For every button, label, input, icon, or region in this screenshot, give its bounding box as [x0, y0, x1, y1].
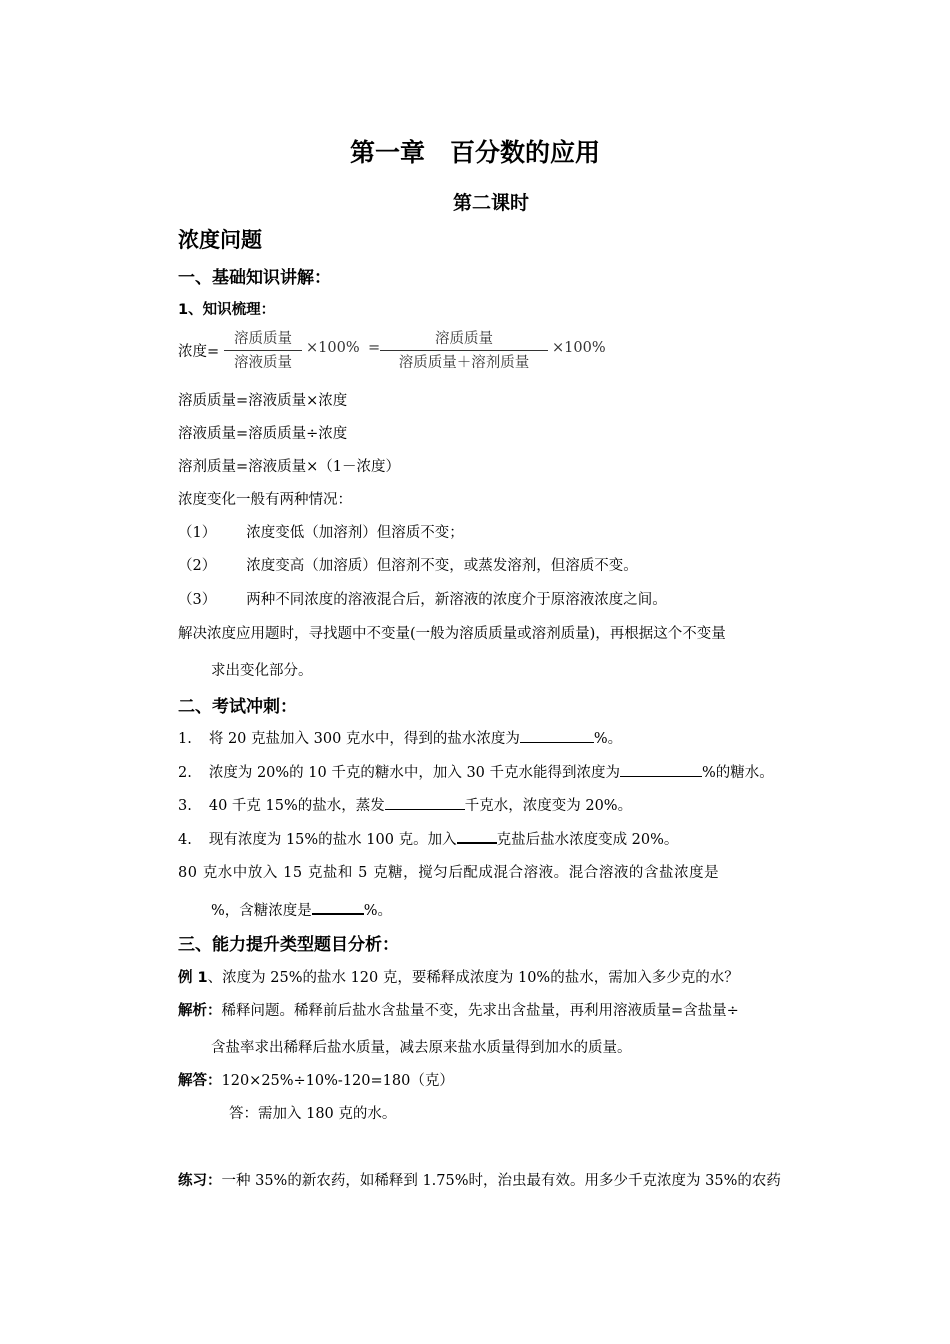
solvent-mass-line: 溶剂质量=溶液质量×（1－浓度）: [178, 459, 401, 475]
question-text: 现有浓度为 15%的盐水 100 克。加入: [208, 832, 457, 848]
case-number: （1）: [178, 525, 217, 541]
question-text-end: %的糖水。: [702, 765, 774, 781]
fraction-2-numerator: 溶质质量: [435, 331, 493, 347]
solution-mass-line: 溶液质量=溶质质量÷浓度: [178, 426, 348, 442]
formula-times-100-b: ×100%: [552, 340, 606, 356]
answer-blank[interactable]: [520, 728, 594, 743]
section3-heading: 三、能力提升类型题目分析：: [178, 935, 399, 955]
answer-blank[interactable]: [620, 762, 702, 777]
question-text: 浓度为 20%的 10 千克的糖水中，加入 30 千克水能得到浓度为: [208, 765, 621, 781]
section1-subheading: 1、知识梳理：: [178, 302, 276, 318]
fraction-2-denominator: 溶质质量＋溶剂质量: [398, 355, 530, 371]
answer-label: 解答：: [178, 1073, 222, 1089]
question-number: 2.: [178, 765, 192, 781]
question-number: 4.: [178, 832, 192, 848]
example-text: 、浓度为 25%的盐水 120 克，要稀释成浓度为 10%的盐水，需加入多少克的水？: [207, 970, 739, 986]
question-text-end: %。: [363, 903, 393, 919]
page-title: 第一章 百分数的应用: [349, 138, 600, 167]
case-number: （3）: [178, 592, 217, 608]
question-text: 将 20 克盐加入 300 克水中，得到的盐水浓度为: [208, 731, 520, 747]
case-number: （2）: [178, 558, 217, 574]
change-cases-intro: 浓度变化一般有两种情况：: [178, 492, 352, 508]
formula-fraction-1: [224, 328, 302, 373]
practice-text: 一种 35%的新农药，如稀释到 1.75%时，治虫最有效。用多少千克浓度为 35%的农药: [221, 1173, 781, 1189]
lesson-subtitle: 第二课时: [452, 192, 529, 214]
formula-fraction-2: [380, 328, 548, 373]
solute-mass-line: 溶质质量=溶液质量×浓度: [178, 393, 348, 409]
question-text-end: 克盐后盐水浓度变成 20%。: [496, 832, 679, 848]
analysis-line-2: 含盐率求出稀释后盐水质量，减去原来盐水质量得到加水的质量。: [211, 1040, 632, 1056]
answer-blank[interactable]: [385, 795, 465, 810]
question-2: [178, 761, 774, 782]
answer-blank[interactable]: [457, 828, 497, 844]
question-number: 3.: [178, 798, 192, 814]
practice-line: [178, 1169, 781, 1190]
question-text: 40 千克 15%的盐水，蒸发: [208, 798, 385, 814]
case-item: [178, 554, 638, 575]
answer-blank[interactable]: [312, 899, 364, 915]
case-text: 两种不同浓度的溶液混合后，新溶液的浓度介于原溶液浓度之间。: [246, 592, 667, 608]
analysis-line-1: [178, 999, 739, 1020]
question-text-end: %。: [593, 731, 623, 747]
summary-line-1: 解决浓度应用题时，寻找题中不变量(一般为溶质质量或溶剂质量)，再根据这个不变量: [178, 626, 726, 642]
fraction-1-denominator: 溶液质量: [234, 355, 292, 371]
example-1: [178, 966, 739, 987]
summary-line-2: 求出变化部分。: [211, 663, 313, 679]
section2-heading: 二、考试冲刺：: [178, 697, 297, 717]
example-label: 例 1: [178, 970, 208, 986]
question-1: [178, 727, 622, 748]
question-5-line-2: [211, 899, 392, 920]
case-text: 浓度变低（加溶剂）但溶质不变；: [246, 525, 464, 541]
topic-heading: 浓度问题: [178, 228, 262, 252]
case-text: 浓度变高（加溶质）但溶剂不变，或蒸发溶剂，但溶质不变。: [246, 558, 638, 574]
question-text: %，含糖浓度是: [211, 903, 312, 919]
question-number: 1.: [178, 731, 192, 747]
answer-line: [178, 1069, 454, 1090]
analysis-label: 解析：: [178, 1003, 222, 1019]
question-4: [178, 828, 678, 849]
formula-label: 浓度=: [178, 344, 220, 360]
answer-statement: 答：需加入 180 克的水。: [229, 1106, 397, 1122]
question-text-end: 千克水，浓度变为 20%。: [464, 798, 633, 814]
case-item: [178, 521, 464, 542]
question-5-line-1: 80 克水中放入 15 克盐和 5 克糖，搅匀后配成混合溶液。混合溶液的含盐浓度是: [178, 865, 720, 881]
formula-equals: =: [368, 340, 381, 356]
formula-times-100-a: ×100%: [306, 340, 360, 356]
section1-heading: 一、基础知识讲解：: [178, 268, 331, 288]
answer-calculation: 120×25%÷10%-120=180（克）: [221, 1073, 454, 1089]
fraction-1-numerator: 溶质质量: [234, 331, 292, 347]
analysis-text: 稀释问题。稀释前后盐水含盐量不变，先求出含盐量，再利用溶液质量=含盐量÷: [221, 1003, 739, 1019]
question-3: [178, 794, 632, 815]
case-item: [178, 588, 667, 609]
practice-label: 练习：: [178, 1173, 222, 1189]
